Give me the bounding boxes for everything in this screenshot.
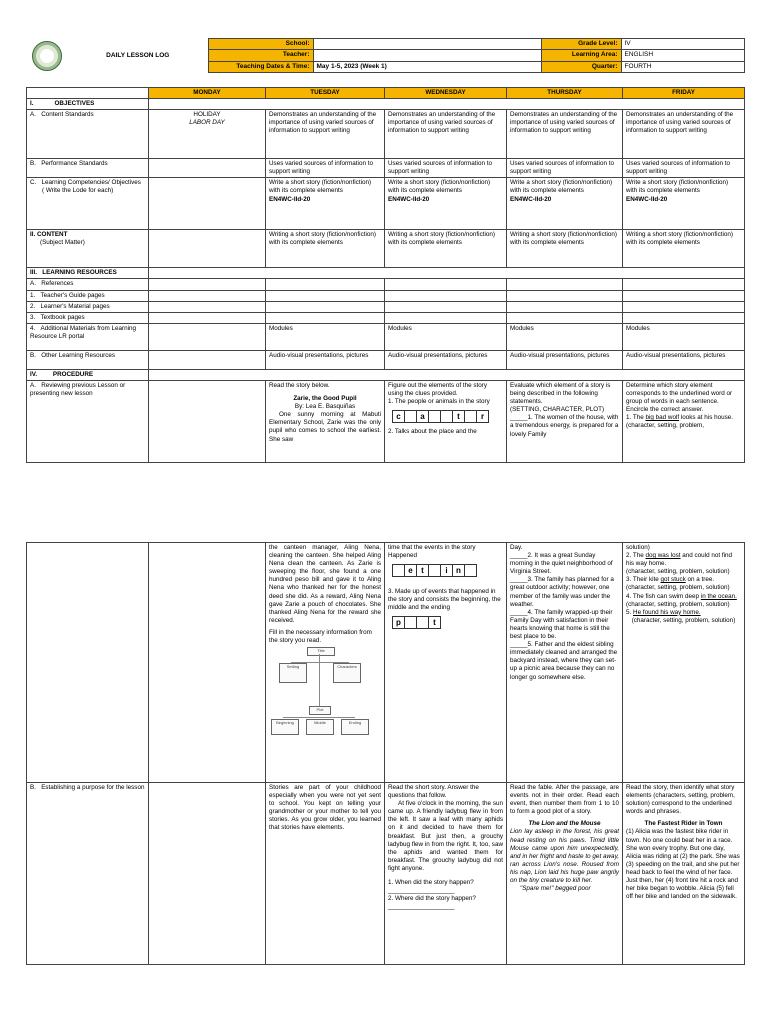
teacher-value — [313, 50, 541, 61]
review-question: time that the events in the story Happened — [388, 544, 476, 560]
review-choice: (character, setting, problem, solution) — [626, 568, 730, 576]
empty-cell — [149, 323, 266, 350]
empty-cell — [385, 301, 507, 312]
purpose-friday — [623, 783, 745, 965]
competency-cell — [385, 178, 507, 230]
modules-cell: Modules — [266, 323, 385, 350]
purpose-question: 1. When did the story happen? ___________________ — [388, 879, 474, 895]
review-question: 1. The people or animals in the story — [388, 398, 490, 406]
fable-text: Lion lay asleep in the forest, his great head resting on his paws. Timid little Mouse came upon him unexpectedly, and in her fright and haste to get away, ran across Lion's nose. Roused from his nap, Lion laid his huge paw angrily on the tiny creature to kill her. — [510, 828, 619, 885]
story-text: One sunny morning at Mabuti Elementary School, Zarie was the only pupil who comes to school the earliest. She saw — [269, 411, 381, 443]
review-intro: Figure out the elements of the story using the clues provided. — [388, 381, 488, 398]
letter-box — [464, 564, 477, 577]
q-underlined: got stuck — [660, 576, 686, 584]
content-standards-cell: Demonstrates an understanding of the importance of using varied sources of information to support writing — [266, 110, 385, 159]
tg-label: 1. Teacher's Guide pages — [27, 290, 149, 301]
page-1 — [26, 38, 744, 463]
performance-cell: Uses varied sources of information to support writing — [507, 159, 623, 178]
connector-line — [319, 662, 320, 706]
letter-box: r — [476, 410, 489, 423]
organizer-box: Beginning — [271, 719, 299, 735]
purpose-story: At five o'clock in the morning, the sun came up. A friendly ladybug flew in from the left. It saw a leaf with many aphids on it and decided to have them for breakfast. But just then, a grouchy ladybug flew in from the right. It, too, saw the aphids and wanted them for breakfast. The grouchy ladybug did not fight anyone. — [388, 800, 503, 872]
review-question: _____2. It was a great Sunday morning in the quiet neighborhood of Virginia Street. — [510, 552, 613, 576]
day-header: FRIDAY — [623, 88, 745, 99]
review-text: Day. — [510, 544, 523, 551]
area-label: Learning Area: — [541, 50, 621, 61]
purpose-intro: Read the short story. Answer the questions that follow. — [388, 784, 479, 800]
review-tuesday — [266, 380, 385, 462]
day-header: TUESDAY — [266, 88, 385, 99]
review-intro: Read the story below. — [269, 381, 330, 389]
other-cell: Audio-visual presentations, pictures — [507, 350, 623, 369]
q-text: 1. The — [626, 414, 646, 422]
competency-text: Write a short story (fiction/nonfiction) with its complete elements — [388, 179, 491, 195]
letter-box: e — [404, 564, 417, 577]
monday-holiday — [149, 110, 266, 159]
empty-cell — [266, 301, 385, 312]
empty-cell — [149, 230, 266, 268]
page-2 — [26, 542, 744, 965]
lesson-table — [26, 87, 745, 463]
competency-code: EN4WC-IId-20 — [269, 195, 311, 203]
empty-cell — [149, 369, 745, 380]
content-title: II. CONTENT — [30, 231, 68, 239]
corner-cell — [27, 88, 149, 99]
cont-thursday — [507, 543, 623, 783]
empty-cell — [149, 380, 266, 462]
q-underlined: He found his way home. — [633, 608, 701, 616]
review-choice: (character, setting, problem, — [626, 422, 705, 430]
organizer-box: Middle — [306, 719, 334, 735]
header-table — [26, 38, 745, 73]
q-text: 2. The — [626, 552, 646, 560]
q-text: 4. The fish can swim deep — [626, 592, 701, 600]
empty-cell — [149, 99, 745, 110]
content-cell: Writing a short story (fiction/nonfiction) with its complete elements — [385, 230, 507, 268]
empty-cell — [507, 290, 623, 301]
review-question — [626, 609, 741, 617]
content-cell: Writing a short story (fiction/nonfiction) with its complete elements — [266, 230, 385, 268]
day-header: THURSDAY — [507, 88, 623, 99]
cont-wednesday — [385, 543, 507, 783]
dates-value: May 1-5, 2023 (Week 1) — [313, 61, 541, 72]
deped-seal-icon — [32, 41, 62, 71]
review-question — [626, 414, 741, 422]
organizer-box: Ending — [341, 719, 369, 735]
purpose-question: 2. Where did the story happen? ___________________ — [388, 895, 476, 911]
purpose-wednesday — [385, 783, 507, 965]
letter-box: t — [416, 564, 429, 577]
story-author: By: Lea E. Basquiñas — [294, 403, 356, 411]
page-title: DAILY LESSON LOG — [106, 52, 170, 59]
purpose-intro: Read the story, then identify what story elements (characters, setting, problem, solution) correspond to the underlined words and phrases. — [626, 784, 735, 816]
review-label: A. Reviewing previous Lesson or presenting new lesson — [27, 380, 149, 462]
review-question: 2. Talks about the place and the — [388, 428, 477, 436]
competencies-sub: ( Write the Lode for each) — [42, 187, 114, 195]
empty-cell — [27, 543, 149, 783]
performance-cell: Uses varied sources of information to support writing — [266, 159, 385, 178]
letter-box: p — [392, 616, 405, 629]
content-cell: Writing a short story (fiction/nonfiction) with its complete elements — [507, 230, 623, 268]
empty-cell — [385, 312, 507, 323]
connector-line — [319, 654, 320, 662]
empty-cell — [266, 279, 385, 290]
q-underlined: dog was lost — [645, 552, 681, 560]
content-standards-cell: Demonstrates an understanding of the importance of using varied sources of information to support writing — [507, 110, 623, 159]
empty-cell — [507, 279, 623, 290]
story-text: (1) Alicia was the fastest bike rider in town. No one could beat her in a race. She won every trophy. But one day, Alicia was riding at (2) the park. She was (3) speeding on the trail, and she put her head back to feel the wind of her face. Just then, her (4) front tire hit a rock and her bike began to wobble. Alicia (5) fell off her bike and landed on the sidewalk. — [626, 828, 740, 901]
grade-value: IV — [621, 39, 744, 50]
empty-cell — [149, 783, 266, 965]
empty-cell — [149, 178, 266, 230]
letter-box: i — [440, 564, 453, 577]
cont-tuesday — [266, 543, 385, 783]
purpose-tuesday: Stories are part of your childhood especially when you were not yet sent to school. You kept on telling your grandmother or your mother to tell you stories. As you grow older, you learned that stories have elements. — [266, 783, 385, 965]
graphic-organizer — [269, 647, 369, 735]
quarter-value: FOURTH — [621, 61, 744, 72]
fable-title: The Lion and the Mouse — [528, 820, 601, 828]
procedure-label: IV. PROCEDURE — [27, 369, 149, 380]
empty-cell — [149, 159, 266, 178]
review-choice: solution) — [626, 544, 650, 551]
performance-cell: Uses varied sources of information to support writing — [623, 159, 745, 178]
q-text: 5. — [626, 608, 634, 616]
q-text: on a tree. — [685, 576, 715, 584]
story-title: The Fastest Rider in Town — [644, 820, 723, 828]
content-sub: (Subject Matter) — [40, 239, 85, 247]
references-label: A. References — [27, 279, 149, 290]
purpose-thursday — [507, 783, 623, 965]
purpose-intro: Read the fable. After the passage, are events not in their order. Read each event, then number them from 1 to 10 to form a good plot of a story. — [510, 784, 619, 816]
q-underlined: big bad wolf — [645, 414, 680, 422]
organizer-box: Plot — [309, 706, 331, 715]
fable-quote: "Spare me!" begged poor — [520, 885, 591, 893]
empty-cell — [385, 279, 507, 290]
review-wednesday — [385, 380, 507, 462]
empty-cell — [623, 301, 745, 312]
q-text: looks at his house. — [679, 414, 734, 422]
organizer-box: Setting — [279, 663, 307, 683]
teacher-label: Teacher: — [208, 50, 313, 61]
empty-cell — [149, 350, 266, 369]
empty-cell — [623, 279, 745, 290]
review-choice: (character, setting, problem, solution) — [626, 600, 730, 608]
empty-cell — [149, 290, 266, 301]
letter-box: n — [452, 564, 465, 577]
competency-code: EN4WC-IId-20 — [388, 195, 430, 203]
organizer-box: Characters — [333, 663, 361, 683]
organizer-box: Title — [307, 647, 335, 656]
review-intro: Evaluate which element of a story is being described in the following statements. — [510, 381, 611, 406]
empty-cell — [266, 290, 385, 301]
empty-cell — [266, 312, 385, 323]
day-header: WEDNESDAY — [385, 88, 507, 99]
review-question — [626, 593, 741, 601]
modules-cell: Modules — [623, 323, 745, 350]
competency-text: Write a short story (fiction/nonfiction) with its complete elements — [626, 179, 729, 195]
review-question: 3. Made up of events that happened in the story and consists the beginning, the middle and the ending — [388, 588, 501, 612]
story-title: Zarie, the Good Pupil — [293, 395, 357, 403]
q-underlined: in the ocean. — [700, 592, 737, 600]
competency-text: Write a short story (fiction/nonfiction) with its complete elements — [269, 179, 372, 195]
letter-boxes — [388, 410, 503, 422]
other-label: B. Other Learning Resources — [27, 350, 149, 369]
letter-box: c — [392, 410, 405, 423]
connector-line — [283, 717, 355, 718]
letter-boxes — [388, 564, 503, 580]
other-cell: Audio-visual presentations, pictures — [385, 350, 507, 369]
review-choices: (SETTING, CHARACTER, PLOT) — [510, 406, 605, 414]
letter-box: t — [428, 616, 441, 629]
review-question: _____3. The family has planned for a great outdoor activity; however, one member of the family was under the weather. — [510, 576, 614, 608]
empty-cell — [149, 301, 266, 312]
review-choice: (character, setting, problem, solution) — [631, 616, 736, 624]
competency-cell — [266, 178, 385, 230]
school-value — [313, 39, 541, 50]
content-label — [27, 230, 149, 268]
content-standards-cell: Demonstrates an understanding of the importance of using varied sources of information to support writing — [623, 110, 745, 159]
lesson-table-continued — [26, 542, 745, 965]
competency-code: EN4WC-IId-20 — [626, 195, 668, 203]
empty-cell — [385, 290, 507, 301]
empty-cell — [507, 301, 623, 312]
quarter-label: Quarter: — [541, 61, 621, 72]
competencies-label — [27, 178, 149, 230]
empty-cell — [149, 543, 266, 783]
textbook-label: 3. Textbook pages — [27, 312, 149, 323]
modules-cell: Modules — [385, 323, 507, 350]
purpose-label: B. Establishing a purpose for the lesson — [27, 783, 149, 965]
competency-text: Write a short story (fiction/nonfiction) with its complete elements — [510, 179, 613, 195]
lm-label: 2. Learner's Material pages — [27, 301, 149, 312]
review-question — [626, 552, 741, 568]
review-friday — [623, 380, 745, 462]
resources-label: III. LEARNING RESOURCES — [27, 268, 149, 279]
competencies-title: C. Learning Competencies/ Objectives — [30, 179, 141, 187]
empty-cell — [149, 279, 266, 290]
empty-cell — [507, 312, 623, 323]
objectives-label: I. OBJECTIVES — [27, 99, 149, 110]
modules-cell: Modules — [507, 323, 623, 350]
review-question: _____5. Father and the eldest sibling immediately cleaned and arranged the backyard instead, where they can set-up a picnic area because they can no longer go somewhere else. — [510, 641, 618, 681]
empty-cell — [149, 312, 266, 323]
review-question: _____4. The family wrapped-up their Family Day with satisfaction in their hearts knowing that home is still the best place to be. — [510, 608, 613, 641]
competency-code: EN4WC-IId-20 — [510, 195, 552, 203]
cont-friday — [623, 543, 745, 783]
content-standards-label: A. Content Standards — [27, 110, 149, 159]
story-text: the canteen manager, Aling Nena, cleaning the canteen. She helped Aling Nena clean the canteen. As Zarie is sweeping the floor, she found a one hundred peso bill and gave it to Aling Nena who thanked her for the honest deed she did. As a reward, Aling Nena gave Zarie a pouch of chocolates. She thanked Aling Nena for the reward she received. — [269, 544, 381, 624]
competency-cell — [623, 178, 745, 230]
holiday-text: HOLIDAY — [193, 111, 221, 119]
review-question: _____1. The women of the house, with a tremendous energy, is prepared for a lovely Family — [510, 414, 619, 438]
empty-cell — [149, 268, 745, 279]
fill-instructions: Fill in the necessary information from the story you read. — [269, 628, 372, 645]
logo-cell — [26, 39, 68, 73]
empty-cell — [623, 312, 745, 323]
area-value: ENGLISH — [621, 50, 744, 61]
dates-label: Teaching Dates & Time: — [208, 61, 313, 72]
other-cell: Audio-visual presentations, pictures — [623, 350, 745, 369]
grade-label: Grade Level: — [541, 39, 621, 50]
q-text: 3. Their kite — [626, 576, 661, 584]
performance-label: B. Performance Standards — [27, 159, 149, 178]
performance-cell: Uses varied sources of information to support writing — [385, 159, 507, 178]
letter-box: a — [416, 410, 429, 423]
school-label: School: — [208, 39, 313, 50]
competency-cell — [507, 178, 623, 230]
review-question — [626, 576, 741, 584]
labor-day-text: LABOR DAY — [189, 119, 225, 127]
content-standards-cell: Demonstrates an understanding of the importance of using varied sources of information to support writing — [385, 110, 507, 159]
letter-box: t — [452, 410, 465, 423]
content-cell: Writing a short story (fiction/nonfiction) with its complete elements — [623, 230, 745, 268]
day-header: MONDAY — [149, 88, 266, 99]
other-cell: Audio-visual presentations, pictures — [266, 350, 385, 369]
empty-cell — [623, 290, 745, 301]
letter-boxes — [388, 616, 503, 632]
review-thursday — [507, 380, 623, 462]
review-choice: (character, setting, problem, solution) — [626, 584, 730, 592]
review-intro: Determine which story element corresponds to the underlined word or group of words in each sentence. Encircle the correct answer. — [626, 381, 733, 414]
additional-label: 4. Additional Materials from Learning Resource LR portal — [27, 323, 149, 350]
q-text: and could not find his way home. — [626, 552, 732, 568]
